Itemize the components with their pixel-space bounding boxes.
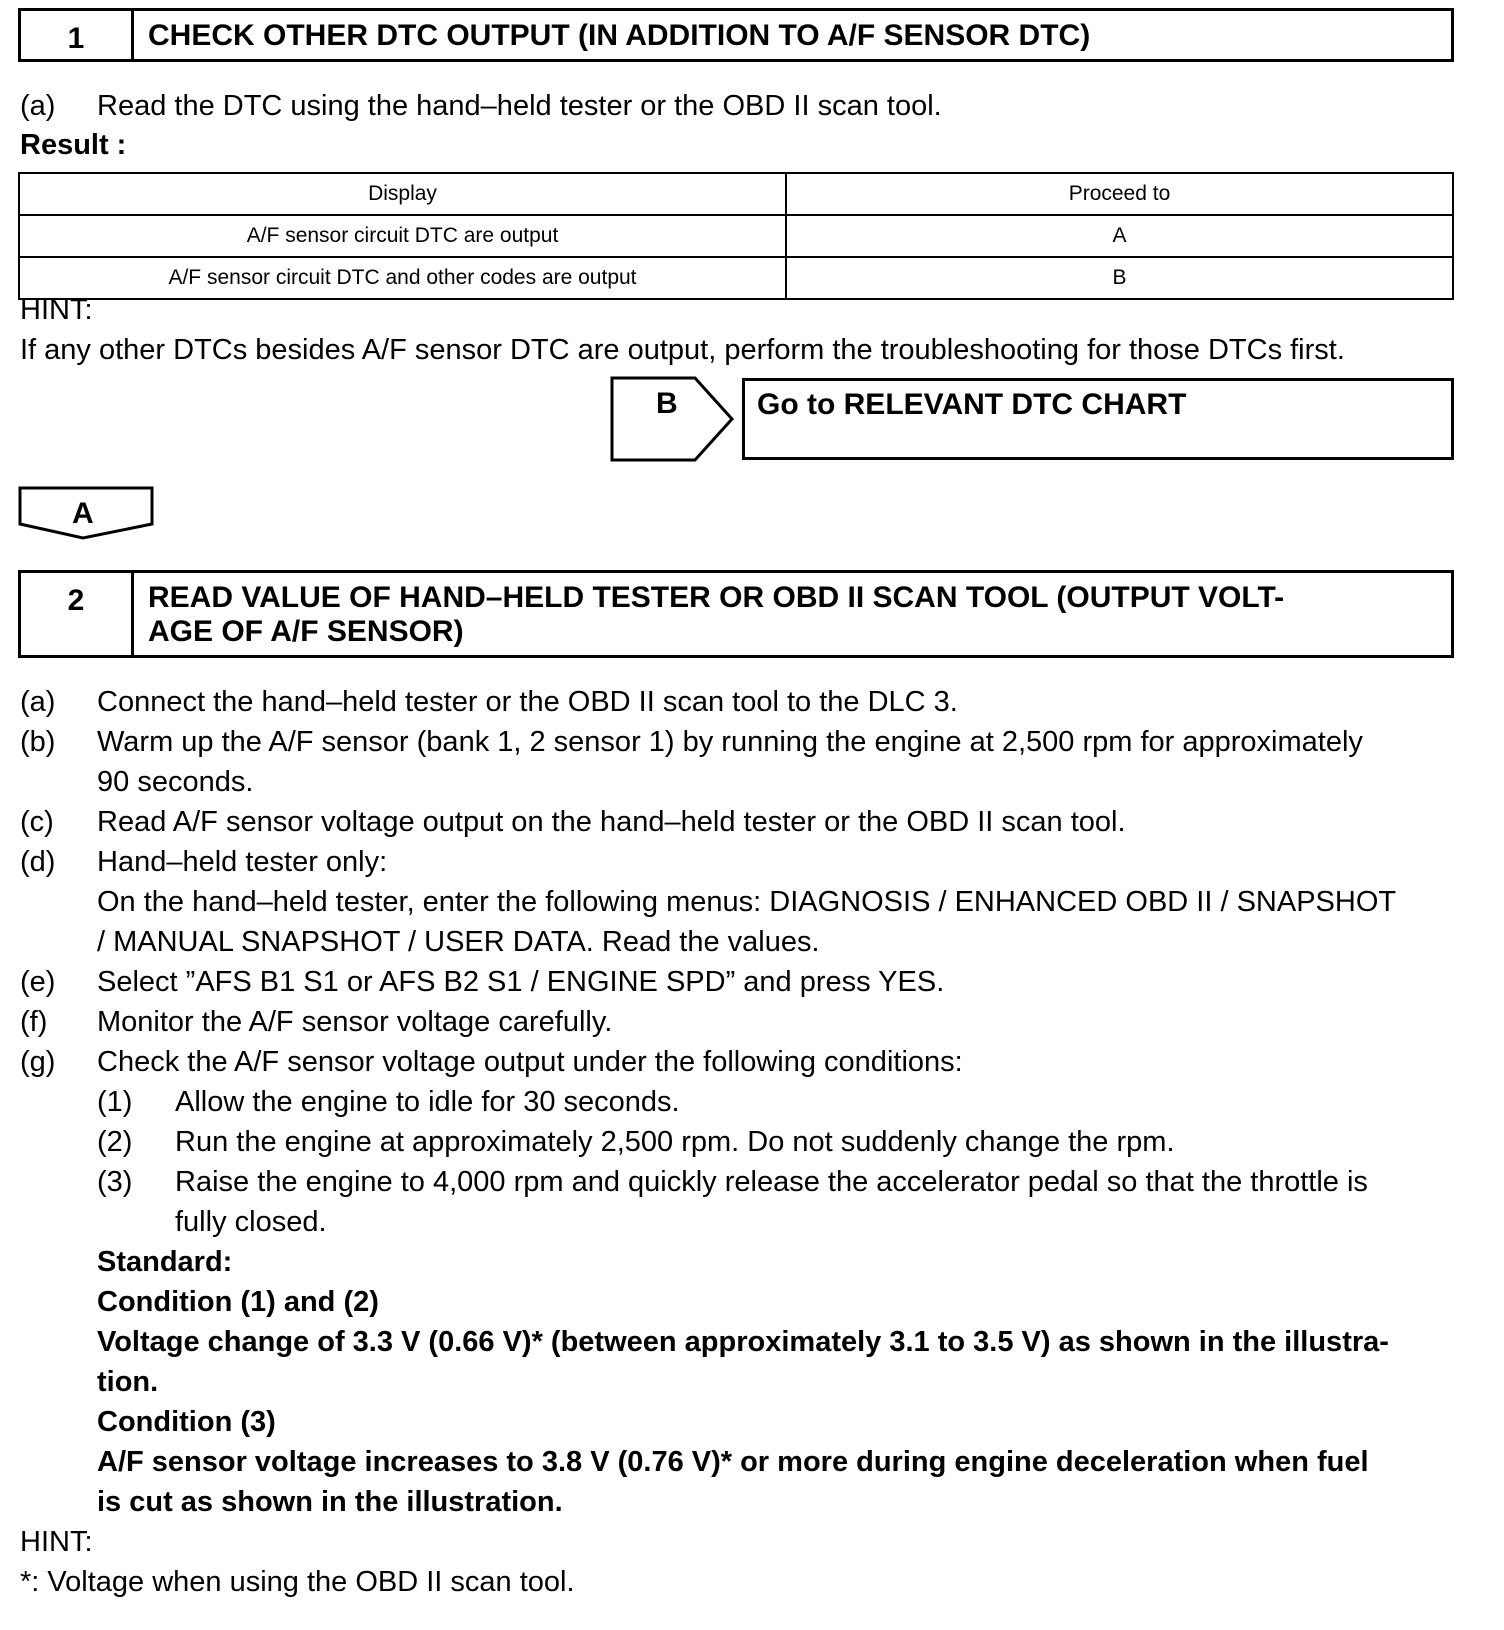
item-label: (a) <box>20 686 56 718</box>
item-text: Monitor the A/F sensor voltage carefully. <box>97 1006 613 1038</box>
step1-a-label: (a) <box>20 90 56 122</box>
step2-hint-label: HINT: <box>20 1526 93 1558</box>
table-cell: B <box>786 257 1453 299</box>
subitem-text: fully closed. <box>175 1206 327 1238</box>
standard-line: A/F sensor voltage increases to 3.8 V (0.76 V)* or more during engine deceleration when fuel <box>97 1446 1369 1478</box>
item-text: On the hand–held tester, enter the following menus: DIAGNOSIS / ENHANCED OBD II / SNAPSHOT <box>97 886 1397 918</box>
subitem-text: Allow the engine to idle for 30 seconds. <box>175 1086 680 1118</box>
step2-number: 2 <box>21 573 134 655</box>
table-cell: A/F sensor circuit DTC and other codes are output <box>19 257 786 299</box>
item-text: Select ”AFS B1 S1 or AFS B2 S1 / ENGINE SPD” and press YES. <box>97 966 945 998</box>
branch-b-text: Go to RELEVANT DTC CHART <box>757 388 1187 421</box>
step2-title-line: READ VALUE OF HAND–HELD TESTER OR OBD II SCAN TOOL (OUTPUT VOLT- <box>148 581 1285 614</box>
table-cell: A/F sensor circuit DTC are output <box>19 215 786 257</box>
subitem-text: Raise the engine to 4,000 rpm and quickly release the accelerator pedal so that the throttle is <box>175 1166 1368 1198</box>
table-header-display: Display <box>19 173 786 215</box>
item-text: 90 seconds. <box>97 766 254 798</box>
subitem-label: (3) <box>97 1166 133 1198</box>
subitem-label: (2) <box>97 1126 133 1158</box>
step1-number: 1 <box>21 11 134 59</box>
standard-line: is cut as shown in the illustration. <box>97 1486 563 1518</box>
standard-line: tion. <box>97 1366 159 1398</box>
step1-a-text: Read the DTC using the hand–held tester or the OBD II scan tool. <box>97 90 942 122</box>
step2-title-line: AGE OF A/F SENSOR) <box>148 615 464 648</box>
table-row <box>19 215 1453 257</box>
step1-hint-text: If any other DTCs besides A/F sensor DTC are output, perform the troubleshooting for those DTCs first. <box>20 334 1345 366</box>
item-text: Connect the hand–held tester or the OBD II scan tool to the DLC 3. <box>97 686 958 718</box>
step1-header <box>18 8 1454 62</box>
item-label: (e) <box>20 966 56 998</box>
step2-header <box>18 570 1454 658</box>
step2-title <box>134 573 1451 655</box>
table-header-row <box>19 173 1453 215</box>
subitem-label: (1) <box>97 1086 133 1118</box>
result-table <box>18 172 1454 300</box>
table-header-proceed: Proceed to <box>786 173 1453 215</box>
item-label: (d) <box>20 846 56 878</box>
item-label: (g) <box>20 1046 56 1078</box>
branch-a-label: A <box>72 497 94 530</box>
table-row <box>19 257 1453 299</box>
item-label: (b) <box>20 726 56 758</box>
item-text: Hand–held tester only: <box>97 846 388 878</box>
table-cell: A <box>786 215 1453 257</box>
standard-line: Condition (1) and (2) <box>97 1286 379 1318</box>
standard-line: Standard: <box>97 1246 233 1278</box>
branch-b-label: B <box>656 387 678 420</box>
step1-title: CHECK OTHER DTC OUTPUT (IN ADDITION TO A/F SENSOR DTC) <box>148 19 1091 52</box>
step1-hint-label: HINT: <box>20 294 93 326</box>
item-text: Warm up the A/F sensor (bank 1, 2 sensor 1) by running the engine at 2,500 rpm for approximately <box>97 726 1363 758</box>
item-text: Check the A/F sensor voltage output under the following conditions: <box>97 1046 963 1078</box>
branch-b-box <box>742 378 1454 460</box>
standard-line: Voltage change of 3.3 V (0.66 V)* (between approximately 3.1 to 3.5 V) as shown in the illustra- <box>97 1326 1389 1358</box>
item-label: (c) <box>20 806 54 838</box>
item-label: (f) <box>20 1006 48 1038</box>
step2-hint-text: *: Voltage when using the OBD II scan tool. <box>20 1566 575 1598</box>
result-label: Result : <box>20 129 127 161</box>
item-text: / MANUAL SNAPSHOT / USER DATA. Read the values. <box>97 926 820 958</box>
standard-line: Condition (3) <box>97 1406 276 1438</box>
subitem-text: Run the engine at approximately 2,500 rpm. Do not suddenly change the rpm. <box>175 1126 1175 1158</box>
item-text: Read A/F sensor voltage output on the hand–held tester or the OBD II scan tool. <box>97 806 1126 838</box>
